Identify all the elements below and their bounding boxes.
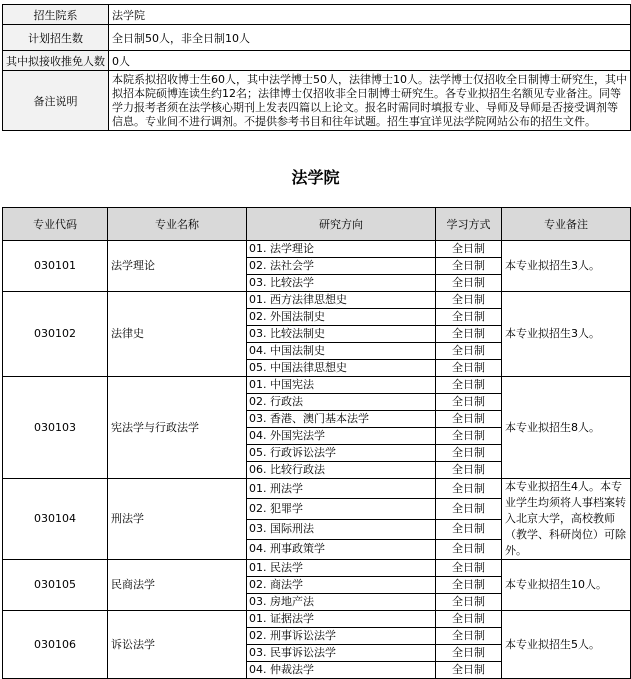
major-code: 030101 bbox=[3, 241, 108, 292]
table-row bbox=[3, 241, 631, 258]
major-remark: 本专业拟招生8人。 bbox=[502, 377, 631, 479]
table-row bbox=[3, 560, 631, 577]
column-header: 专业代码 bbox=[3, 208, 108, 241]
study-mode: 全日制 bbox=[436, 292, 502, 309]
study-mode: 全日制 bbox=[436, 611, 502, 628]
research-direction: 01. 法学理论 bbox=[247, 241, 436, 258]
study-mode: 全日制 bbox=[436, 394, 502, 411]
major-name: 宪法学与行政法学 bbox=[108, 377, 247, 479]
table-row bbox=[3, 292, 631, 309]
study-mode: 全日制 bbox=[436, 662, 502, 679]
research-direction: 03. 国际刑法 bbox=[247, 519, 436, 539]
info-row bbox=[3, 5, 631, 25]
major-name: 法律史 bbox=[108, 292, 247, 377]
study-mode: 全日制 bbox=[436, 519, 502, 539]
major-name: 诉讼法学 bbox=[108, 611, 247, 679]
major-remark: 本专业拟招生10人。 bbox=[502, 560, 631, 611]
research-direction: 02. 商法学 bbox=[247, 577, 436, 594]
info-value: 本院系拟招收博士生60人，其中法学博士50人，法律博士10人。法学博士仅招收全日制博士研究生，其中拟招本院硕博连读生约12名；法律博士仅招收非全日制博士研究生。各专业拟招生名额见专业备注。同等学力报考者须在法学核心期刊上发表四篇以上论文。报名时需同时填报专业、导师及导师是否接受调剂等信息。专业间不进行调剂。不提供参考书目和往年试题。招生事宜详见法学院网站公布的招生文件。 bbox=[109, 71, 631, 131]
column-header: 学习方式 bbox=[436, 208, 502, 241]
research-direction: 02. 刑事诉讼法学 bbox=[247, 628, 436, 645]
major-remark: 本专业拟招生3人。 bbox=[502, 241, 631, 292]
major-code: 030106 bbox=[3, 611, 108, 679]
research-direction: 04. 仲裁法学 bbox=[247, 662, 436, 679]
study-mode: 全日制 bbox=[436, 594, 502, 611]
research-direction: 03. 香港、澳门基本法学 bbox=[247, 411, 436, 428]
major-code: 030103 bbox=[3, 377, 108, 479]
study-mode: 全日制 bbox=[436, 411, 502, 428]
major-code: 030104 bbox=[3, 479, 108, 560]
research-direction: 02. 外国法制史 bbox=[247, 309, 436, 326]
study-mode: 全日制 bbox=[436, 326, 502, 343]
study-mode: 全日制 bbox=[436, 462, 502, 479]
research-direction: 05. 中国法律思想史 bbox=[247, 360, 436, 377]
major-name: 刑法学 bbox=[108, 479, 247, 560]
table-row bbox=[3, 479, 631, 499]
research-direction: 03. 比较法学 bbox=[247, 275, 436, 292]
research-direction: 02. 行政法 bbox=[247, 394, 436, 411]
major-name: 民商法学 bbox=[108, 560, 247, 611]
info-label: 其中拟接收推免人数 bbox=[3, 51, 109, 71]
research-direction: 02. 法社会学 bbox=[247, 258, 436, 275]
research-direction: 03. 民事诉讼法学 bbox=[247, 645, 436, 662]
study-mode: 全日制 bbox=[436, 499, 502, 519]
research-direction: 03. 房地产法 bbox=[247, 594, 436, 611]
study-mode: 全日制 bbox=[436, 560, 502, 577]
majors-table bbox=[2, 207, 631, 679]
study-mode: 全日制 bbox=[436, 628, 502, 645]
study-mode: 全日制 bbox=[436, 428, 502, 445]
research-direction: 02. 犯罪学 bbox=[247, 499, 436, 519]
column-header: 研究方向 bbox=[247, 208, 436, 241]
table-header-row bbox=[3, 208, 631, 241]
study-mode: 全日制 bbox=[436, 241, 502, 258]
study-mode: 全日制 bbox=[436, 645, 502, 662]
info-label: 备注说明 bbox=[3, 71, 109, 131]
table-row bbox=[3, 611, 631, 628]
info-row bbox=[3, 51, 631, 71]
page-title: 法学院 bbox=[291, 168, 340, 187]
major-remark: 本专业拟招生5人。 bbox=[502, 611, 631, 679]
info-value: 法学院 bbox=[109, 5, 631, 25]
info-row bbox=[3, 71, 631, 131]
major-name: 法学理论 bbox=[108, 241, 247, 292]
study-mode: 全日制 bbox=[436, 377, 502, 394]
research-direction: 05. 行政诉讼法学 bbox=[247, 445, 436, 462]
study-mode: 全日制 bbox=[436, 360, 502, 377]
research-direction: 01. 中国宪法 bbox=[247, 377, 436, 394]
study-mode: 全日制 bbox=[436, 539, 502, 559]
research-direction: 01. 证据法学 bbox=[247, 611, 436, 628]
research-direction: 04. 中国法制史 bbox=[247, 343, 436, 360]
research-direction: 04. 刑事政策学 bbox=[247, 539, 436, 559]
info-row bbox=[3, 25, 631, 51]
study-mode: 全日制 bbox=[436, 479, 502, 499]
department-info-table bbox=[2, 4, 631, 131]
study-mode: 全日制 bbox=[436, 275, 502, 292]
research-direction: 06. 比较行政法 bbox=[247, 462, 436, 479]
info-value: 全日制50人，非全日制10人 bbox=[109, 25, 631, 51]
research-direction: 01. 民法学 bbox=[247, 560, 436, 577]
major-remark: 本专业拟招生3人。 bbox=[502, 292, 631, 377]
study-mode: 全日制 bbox=[436, 258, 502, 275]
major-code: 030102 bbox=[3, 292, 108, 377]
study-mode: 全日制 bbox=[436, 445, 502, 462]
research-direction: 04. 外国宪法学 bbox=[247, 428, 436, 445]
research-direction: 03. 比较法制史 bbox=[247, 326, 436, 343]
study-mode: 全日制 bbox=[436, 577, 502, 594]
table-row bbox=[3, 377, 631, 394]
info-value: 0人 bbox=[109, 51, 631, 71]
research-direction: 01. 刑法学 bbox=[247, 479, 436, 499]
major-remark: 本专业拟招生4人。本专业学生均须将人事档案转入北京大学，高校教师（教学、科研岗位）可除外。 bbox=[502, 479, 631, 560]
research-direction: 01. 西方法律思想史 bbox=[247, 292, 436, 309]
major-code: 030105 bbox=[3, 560, 108, 611]
column-header: 专业名称 bbox=[108, 208, 247, 241]
study-mode: 全日制 bbox=[436, 343, 502, 360]
column-header: 专业备注 bbox=[502, 208, 631, 241]
info-label: 招生院系 bbox=[3, 5, 109, 25]
study-mode: 全日制 bbox=[436, 309, 502, 326]
info-label: 计划招生数 bbox=[3, 25, 109, 51]
